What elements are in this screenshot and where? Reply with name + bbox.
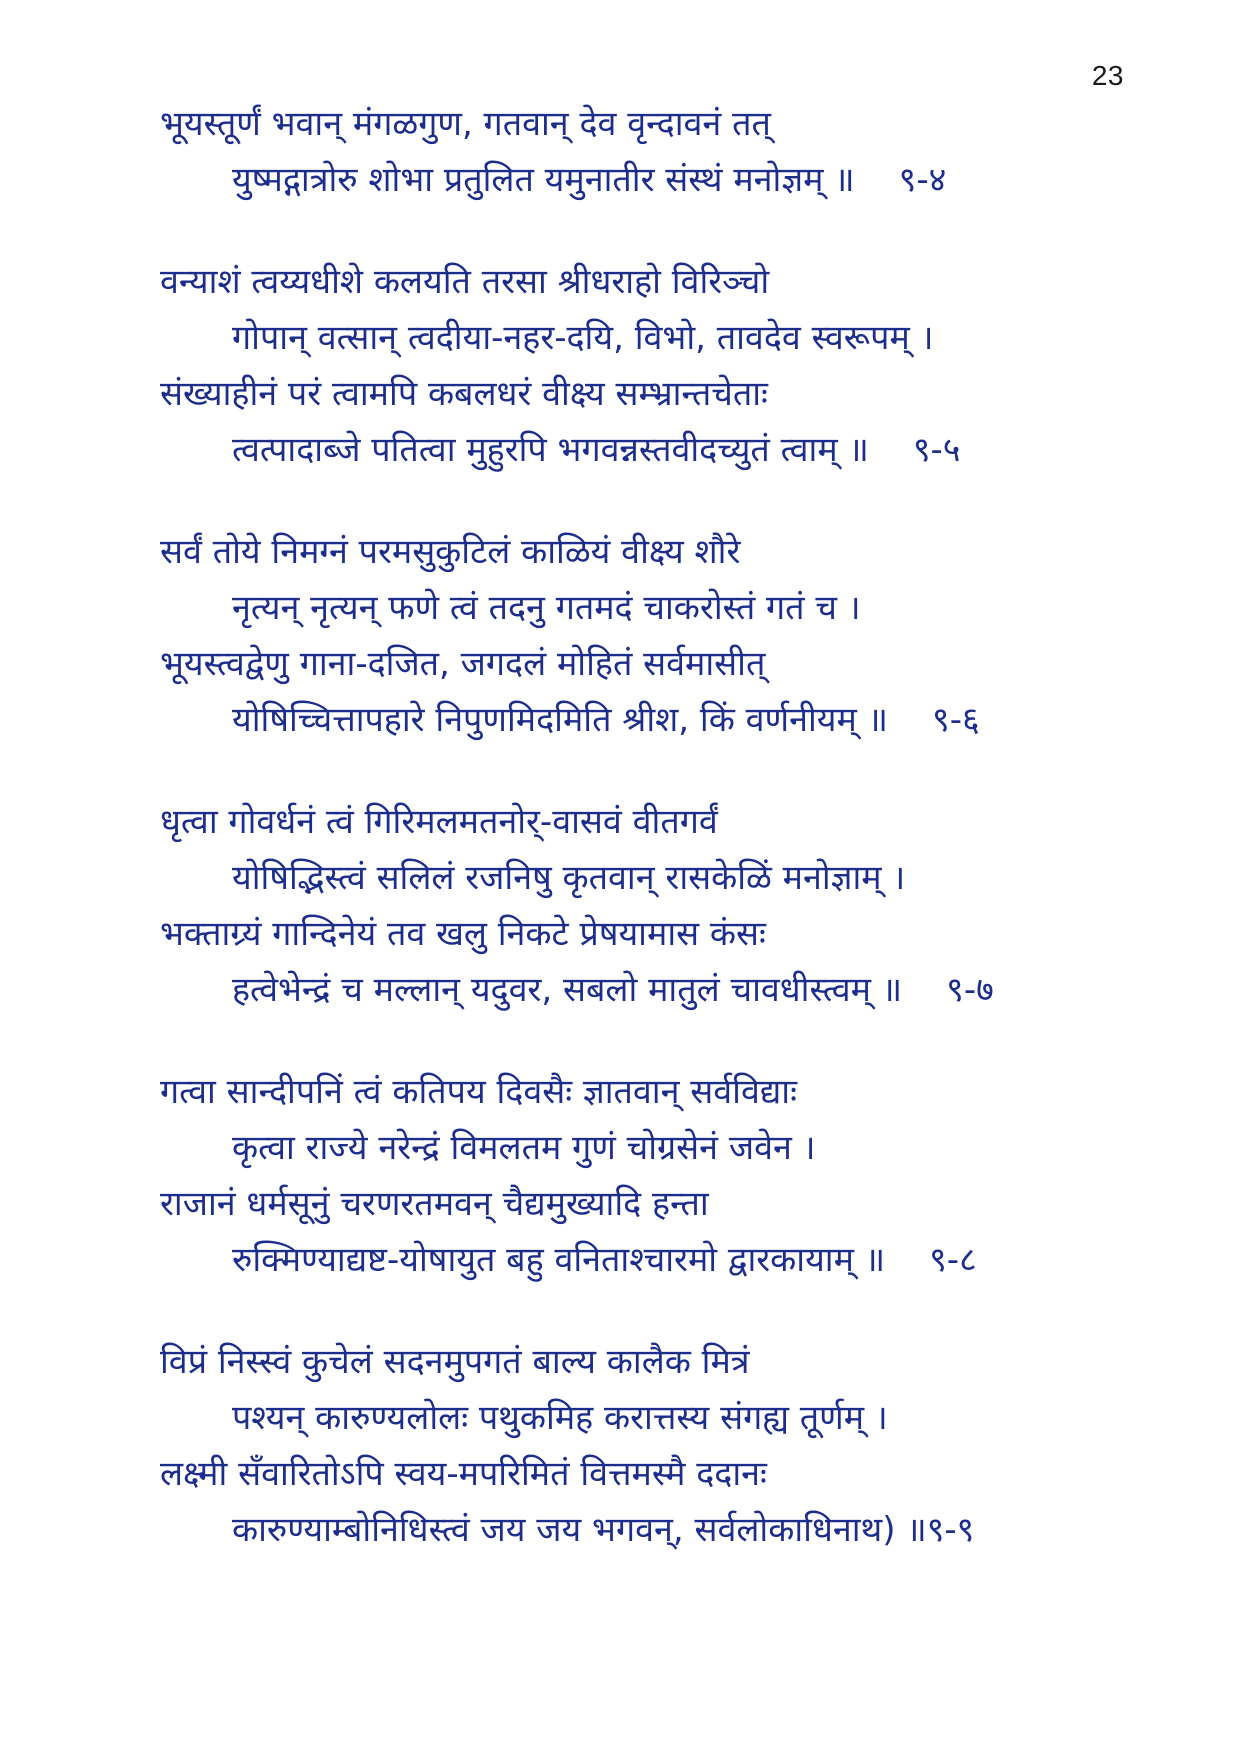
verse-number: ९-५ [912,430,961,470]
verse-line [160,906,1150,962]
page-number: 23 [1091,60,1124,91]
verse-text: वन्याशं त्वय्यधीशे कलयति तरसा श्रीधराहो विरिञ्चो [160,262,770,302]
verse-line [160,422,1150,478]
verse-text: कृत्वा राज्ये नरेन्द्रं विमलतम गुणं चोग्रसेनं जवेन । [232,1128,816,1168]
verse-text: योषिद्भिस्त्वं सलिलं रजनिषु कृतवान् रासकेळिं मनोज्ञाम् । [232,858,906,898]
verse-text-block [160,96,1150,1604]
verse-line [160,1120,1150,1176]
verse-text: रुक्मिण्याद्यष्ट-योषायुत बहु वनिताश्चारमो द्वारकायाम् ॥ [232,1240,886,1280]
verse-text: धृत्वा गोवर्धनं त्वं गिरिमलमतनोर्-वासवं वीतगर्वं [160,802,718,842]
verse-text: गोपान् वत्सान् त्वदीया-नहर-दयि, विभो, तावदेव स्वरूपम् । [232,318,934,358]
verse-text: विप्रं निस्स्वं कुचेलं सदनमुपगतं बाल्य कालैक मित्रं [160,1342,750,1382]
verse-line [160,1390,1150,1446]
verse-text: कारुण्याम्बोनिधिस्त्वं जय जय भगवन्, सर्वलोकाधिनाथ) ॥९-९ [232,1510,975,1550]
verse-line [160,962,1150,1018]
verse-text: युष्मद्गात्रोरु शोभा प्रतुलित यमुनातीर संस्थं मनोज्ञम् ॥ [232,160,855,200]
verse-number: ९-८ [929,1240,977,1280]
verse-line [160,96,1150,152]
verse-line [160,1502,1150,1558]
stanza [160,96,1150,208]
verse-line [160,1064,1150,1120]
verse-number: ९-७ [946,970,994,1010]
verse-line [160,636,1150,692]
verse-text: लक्ष्मी सँवारितोऽपि स्वय-मपरिमितं वित्तमस्मै ददानः [160,1454,767,1494]
stanza [160,1064,1150,1288]
stanza [160,254,1150,478]
verse-line [160,580,1150,636]
verse-line [160,794,1150,850]
verse-text: नृत्यन् नृत्यन् फणे त्वं तदनु गतमदं चाकरोस्तं गतं च । [232,588,861,628]
verse-line [160,692,1150,748]
stanza [160,794,1150,1018]
verse-text: गत्वा सान्दीपनिं त्वं कतिपय दिवसैः ज्ञातवान् सर्वविद्याः [160,1072,797,1112]
verse-line [160,1446,1150,1502]
verse-line [160,1334,1150,1390]
verse-number: ९-६ [932,700,980,740]
verse-text: योषिच्चित्तापहारे निपुणमिदमिति श्रीश, किं वर्णनीयम् ॥ [232,700,889,740]
verse-line [160,152,1150,208]
verse-text: पश्यन् कारुण्यलोलः पथुकमिह करात्तस्य संगह्य तूर्णम् । [232,1398,888,1438]
verse-text: हत्वेभेन्द्रं च मल्लान् यदुवर, सबलो मातुलं चावधीस्त्वम् ॥ [232,970,903,1010]
verse-line [160,366,1150,422]
verse-text: राजानं धर्मसूनुं चरणरतमवन् चैद्यमुख्यादि हन्ता [160,1184,709,1224]
verse-text: भूयस्तूर्णं भवान् मंगळगुण, गतवान् देव वृन्दावनं तत् [160,104,771,144]
verse-line [160,850,1150,906]
verse-text: सर्वं तोये निमग्नं परमसुकुटिलं काळियं वीक्ष्य शौरे [160,532,741,572]
verse-text: त्वत्पादाब्जे पतित्वा मुहुरपि भगवन्नस्तवीदच्युतं त्वाम् ॥ [232,430,869,470]
verse-line [160,254,1150,310]
verse-number: ९-४ [898,160,947,200]
verse-line [160,1176,1150,1232]
verse-line [160,310,1150,366]
stanza [160,1334,1150,1558]
verse-text: भक्ताग्र्यं गान्दिनेयं तव खलु निकटे प्रेषयामास कंसः [160,914,766,954]
verse-line [160,524,1150,580]
stanza [160,524,1150,748]
verse-text: भूयस्त्वद्वेणु गाना-दजित, जगदलं मोहितं सर्वमासीत् [160,644,766,684]
verse-line [160,1232,1150,1288]
verse-text: संख्याहीनं परं त्वामपि कबलधरं वीक्ष्य सम्भ्रान्तचेताः [160,374,768,414]
